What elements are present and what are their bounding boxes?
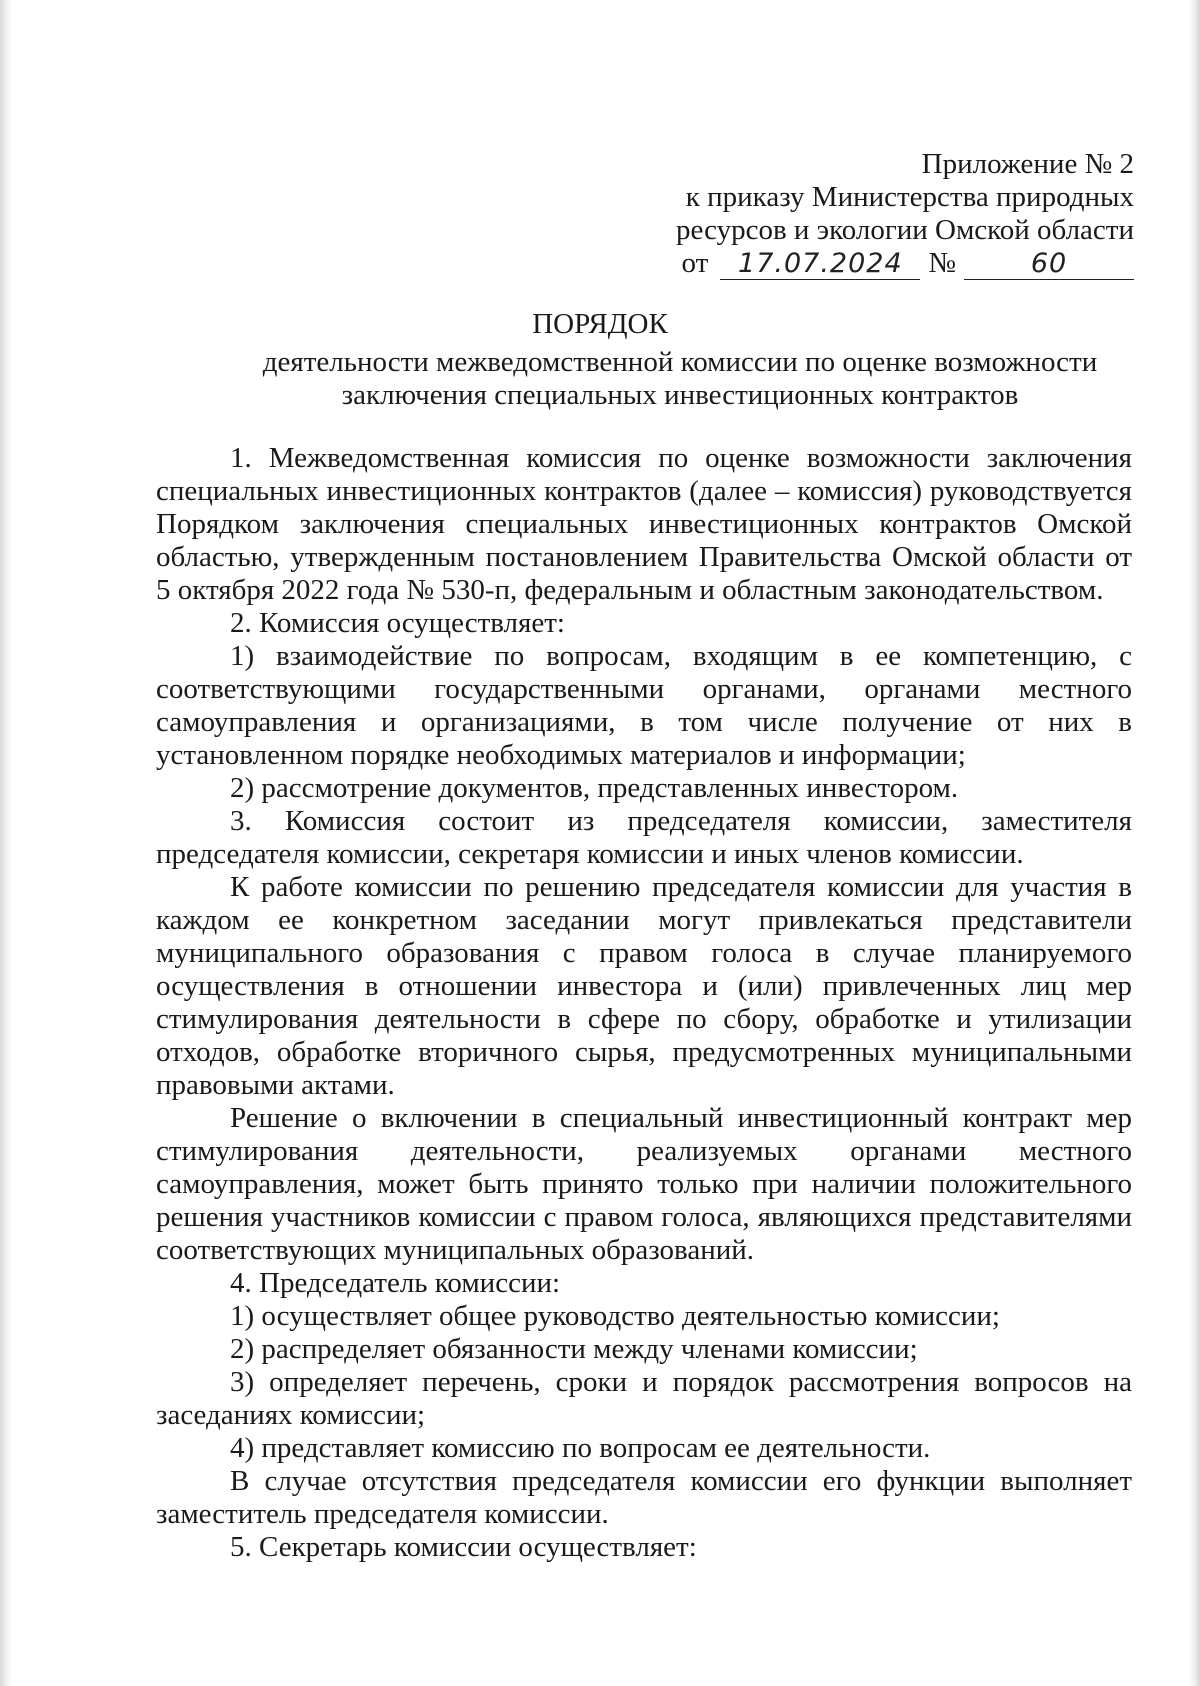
- paragraph-4-item-2: 2) распределяет обязанности между членами комиссии;: [230, 1333, 918, 1365]
- paragraph-5: 5. Секретарь комиссии осуществляет:: [230, 1531, 697, 1563]
- document-title: ПОРЯДОК: [532, 308, 668, 340]
- document-body: [156, 442, 1132, 1564]
- paragraph-4: 4. Председатель комиссии:: [230, 1267, 561, 1299]
- paragraph-2-item-1: 1) взаимодействие по вопросам, входящим в ее компетенцию, с соответствующими государственными органами, органами местного самоуправления и организациями, в том числе получение от них в установленном порядке необходимых материалов и информации;: [156, 640, 1132, 771]
- scan-edge-left: [0, 0, 14, 1686]
- paragraph-2-item-2: 2) рассмотрение документов, представленных инвестором.: [230, 772, 959, 804]
- paragraph-4-item-1: 1) осуществляет общее руководство деятельностью комиссии;: [230, 1300, 1000, 1332]
- subtitle-line1: деятельности межведомственной комиссии по оценке возможности: [262, 346, 1098, 378]
- handwritten-order-number: 60: [964, 249, 1134, 280]
- paragraph-1: 1. Межведомственная комиссия по оценке возможности заключения специальных инвестиционных контрактов (далее – комиссия) руководствуется Порядком заключения специальных инвестиционных контрактов Омской областью, утвержденным постановлением Правительства Омской области от 5 октября 2022 года № 530-п, федеральным и областным законодательством.: [156, 442, 1132, 606]
- handwritten-date: 17.07.2024: [720, 249, 920, 280]
- number-sign: №: [928, 247, 956, 279]
- paragraph-3-note-2: Решение о включении в специальный инвестиционный контракт мер стимулирования деятельности, реализуемых органами местного самоуправления, может быть принято только при наличии положительного решения участников комиссии с правом голоса, являющихся представителями соответствующих муниципальных образований.: [156, 1102, 1132, 1266]
- date-prefix: от: [681, 247, 709, 279]
- paragraph-4-note: В случае отсутствия председателя комиссии его функции выполняет заместитель председателя комиссии.: [156, 1465, 1132, 1530]
- subtitle-line2: заключения специальных инвестиционных контрактов: [341, 379, 1019, 411]
- order-date-line: [676, 247, 1134, 280]
- paragraph-3: 3. Комиссия состоит из председателя комиссии, заместителя председателя комиссии, секретаря комиссии и иных членов комиссии.: [156, 805, 1132, 870]
- paragraph-3-note-1: К работе комиссии по решению председателя комиссии для участия в каждом ее конкретном заседании могут привлекаться представители муниципального образования с правом голоса в случае планируемого осуществления в отношении инвестора и (или) привлеченных лиц мер стимулирования деятельности в сфере по сбору, обработке и утилизации отходов, обработке вторичного сырья, предусмотренных муниципальными правовыми актами.: [156, 871, 1132, 1101]
- appendix-header: [676, 148, 1134, 280]
- paragraph-2: 2. Комиссия осуществляет:: [230, 607, 565, 639]
- appendix-number: Приложение № 2: [921, 148, 1134, 180]
- paragraph-4-item-3: 3) определяет перечень, сроки и порядок рассмотрения вопросов на заседаниях комиссии;: [156, 1366, 1132, 1431]
- scan-edge-right: [1188, 0, 1200, 1686]
- order-reference-line2: ресурсов и экологии Омской области: [676, 214, 1134, 246]
- document-subtitle: [240, 346, 1120, 412]
- order-reference-line1: к приказу Министерства природных: [685, 181, 1134, 213]
- paragraph-4-item-4: 4) представляет комиссию по вопросам ее деятельности.: [230, 1432, 931, 1464]
